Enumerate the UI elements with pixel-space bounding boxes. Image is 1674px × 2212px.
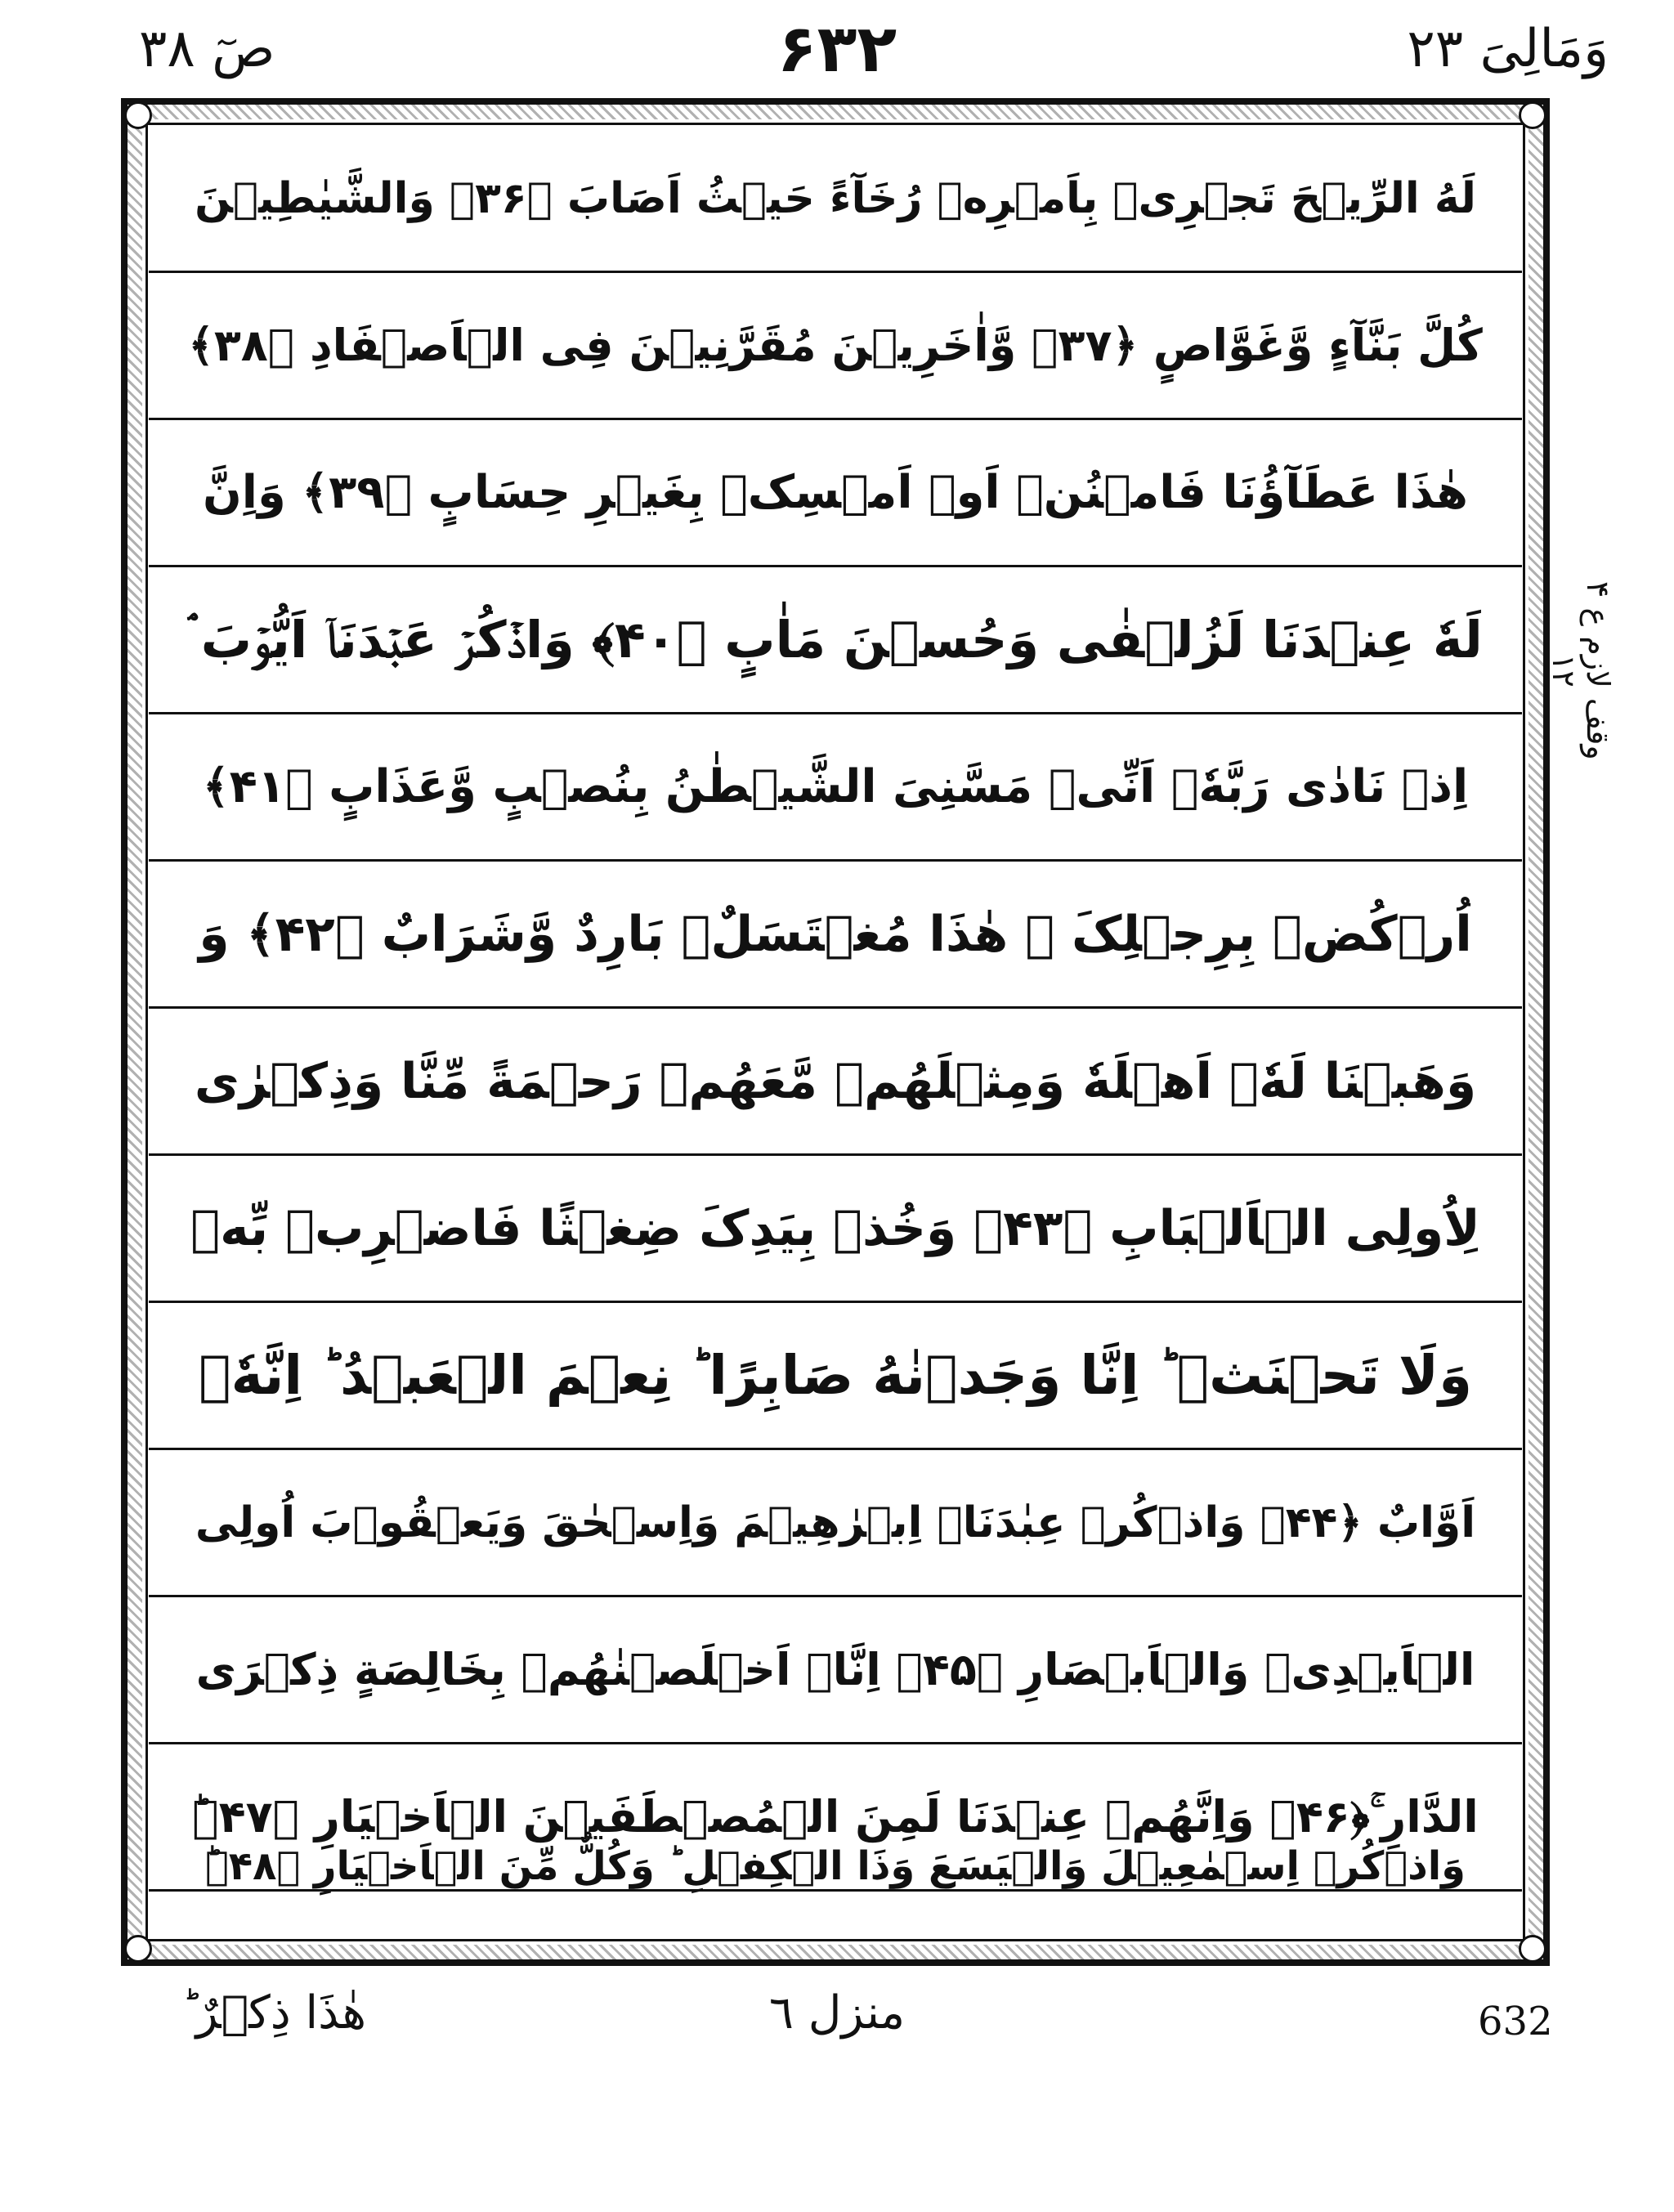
text-line (149, 1843, 1522, 1938)
text-line (149, 420, 1522, 567)
text-line (149, 1303, 1522, 1450)
corner-ornament-top-right (1519, 101, 1546, 129)
text-line (149, 862, 1522, 1009)
text-line (149, 567, 1522, 714)
line-text: وَهَبۡنَا لَهٗۤ اَهۡلَهٗ وَمِثۡلَهُمۡ مَّعَهُمۡ رَحۡمَةً مِّنَّا وَذِکۡرٰی (194, 1052, 1477, 1110)
line-text: وَاذۡکُرۡ اِسۡمٰعِیۡلَ وَالۡیَسَعَ وَذَا الۡکِفۡلِ ؕ وَکُلٌّ مِّنَ الۡاَخۡیَارِ ﴿۴۸﴾ؕ (204, 1843, 1466, 1889)
line-text: اَوَّابٌ ﴿۴۴﴾ وَاذۡکُرۡ عِبٰدَنَاۤ اِبۡرٰهِیۡمَ وَاِسۡحٰقَ وَیَعۡقُوۡبَ اُولِی (195, 1498, 1476, 1547)
line-text: اُرۡکُضۡ بِرِجۡلِکَ ۚ هٰذَا مُغۡتَسَلٌۢ بَارِدٌ وَّشَرَابٌ ﴿۴۲﴾ وَ (199, 905, 1472, 963)
juz-name: وَمَالِیَ ۲۳ (1407, 19, 1609, 79)
line-text: کُلَّ بَنَّآءٍ وَّغَوَّاصٍ ﴿۳۷﴾ وَّاٰخَرِیۡنَ مُقَرَّنِیۡنَ فِی الۡاَصۡفَادِ ﴿۳۸﴾ (188, 320, 1483, 371)
text-line (149, 1597, 1522, 1744)
text-line (149, 1009, 1522, 1156)
manzil-label: منزل ٦ (768, 1986, 906, 2040)
text-line (149, 1156, 1522, 1303)
line-text: اِذۡ نَادٰی رَبَّهٗۤ اَنِّیۡ مَسَّنِیَ الشَّیۡطٰنُ بِنُصۡبٍ وَّعَذَابٍ ﴿۴۱﴾ (202, 760, 1469, 813)
next-page-catchword: هٰذَا ذِکۡرٌ ؕ (181, 1986, 366, 2040)
line-text: لَهٗ عِنۡدَنَا لَزُلۡفٰی وَحُسۡنَ مَاٰبٍ ﴿۴۰﴾ وَاذۡکُرۡ عَبۡدَنَاۤ اَیُّوۡبَ ۘ (188, 609, 1483, 669)
text-line (149, 126, 1522, 273)
surah-name: صٓ ۳۸ (139, 19, 275, 79)
line-text: الدَّارِ ۚ﴿۴۶﴾ وَاِنَّهُمۡ عِنۡدَنَا لَمِنَ الۡمُصۡطَفَیۡنَ الۡاَخۡیَارِ ﴿۴۷﴾ؕ (192, 1790, 1479, 1843)
corner-ornament-bottom-left (124, 1935, 152, 1963)
line-text: هٰذَا عَطَآؤُنَا فَامۡنُنۡ اَوۡ اَمۡسِکۡ بِغَیۡرِ حِسَابٍ ﴿۳۹﴾ وَاِنَّ (202, 466, 1469, 519)
line-text: وَلَا تَحۡنَثۡ ؕ اِنَّا وَجَدۡنٰهُ صَابِرًا ؕ نِعۡمَ الۡعَبۡدُ ؕ اِنَّهٗۤ (198, 1344, 1473, 1407)
corner-ornament-bottom-right (1519, 1935, 1546, 1963)
corner-ornament-top-left (124, 101, 152, 129)
ruku-marginal-note: وقف لازم ع ۴ ۱۲ (1546, 580, 1616, 760)
text-line (149, 273, 1522, 420)
line-text: لِاُولِی الۡاَلۡبَابِ ﴿۴۳﴾ وَخُذۡ بِیَدِکَ ضِغۡثًا فَاضۡرِبۡ بِّهٖ (190, 1199, 1480, 1257)
text-line (149, 1450, 1522, 1597)
page-number-arabic: ۶۳۲ (777, 11, 897, 87)
quran-text-panel (149, 126, 1522, 1938)
text-line (149, 714, 1522, 862)
page-number: 632 (1478, 1999, 1553, 2044)
line-text: الۡاَیۡدِیۡ وَالۡاَبۡصَارِ ﴿۴۵﴾ اِنَّاۤ اَخۡلَصۡنٰهُمۡ بِخَالِصَةٍ ذِکۡرَی (195, 1644, 1475, 1695)
line-text: لَهُ الرِّیۡحَ تَجۡرِیۡ بِاَمۡرِهٖ رُخَآءً حَیۡثُ اَصَابَ ﴿۳۶﴾ وَالشَّیٰطِیۡنَ (195, 173, 1476, 223)
